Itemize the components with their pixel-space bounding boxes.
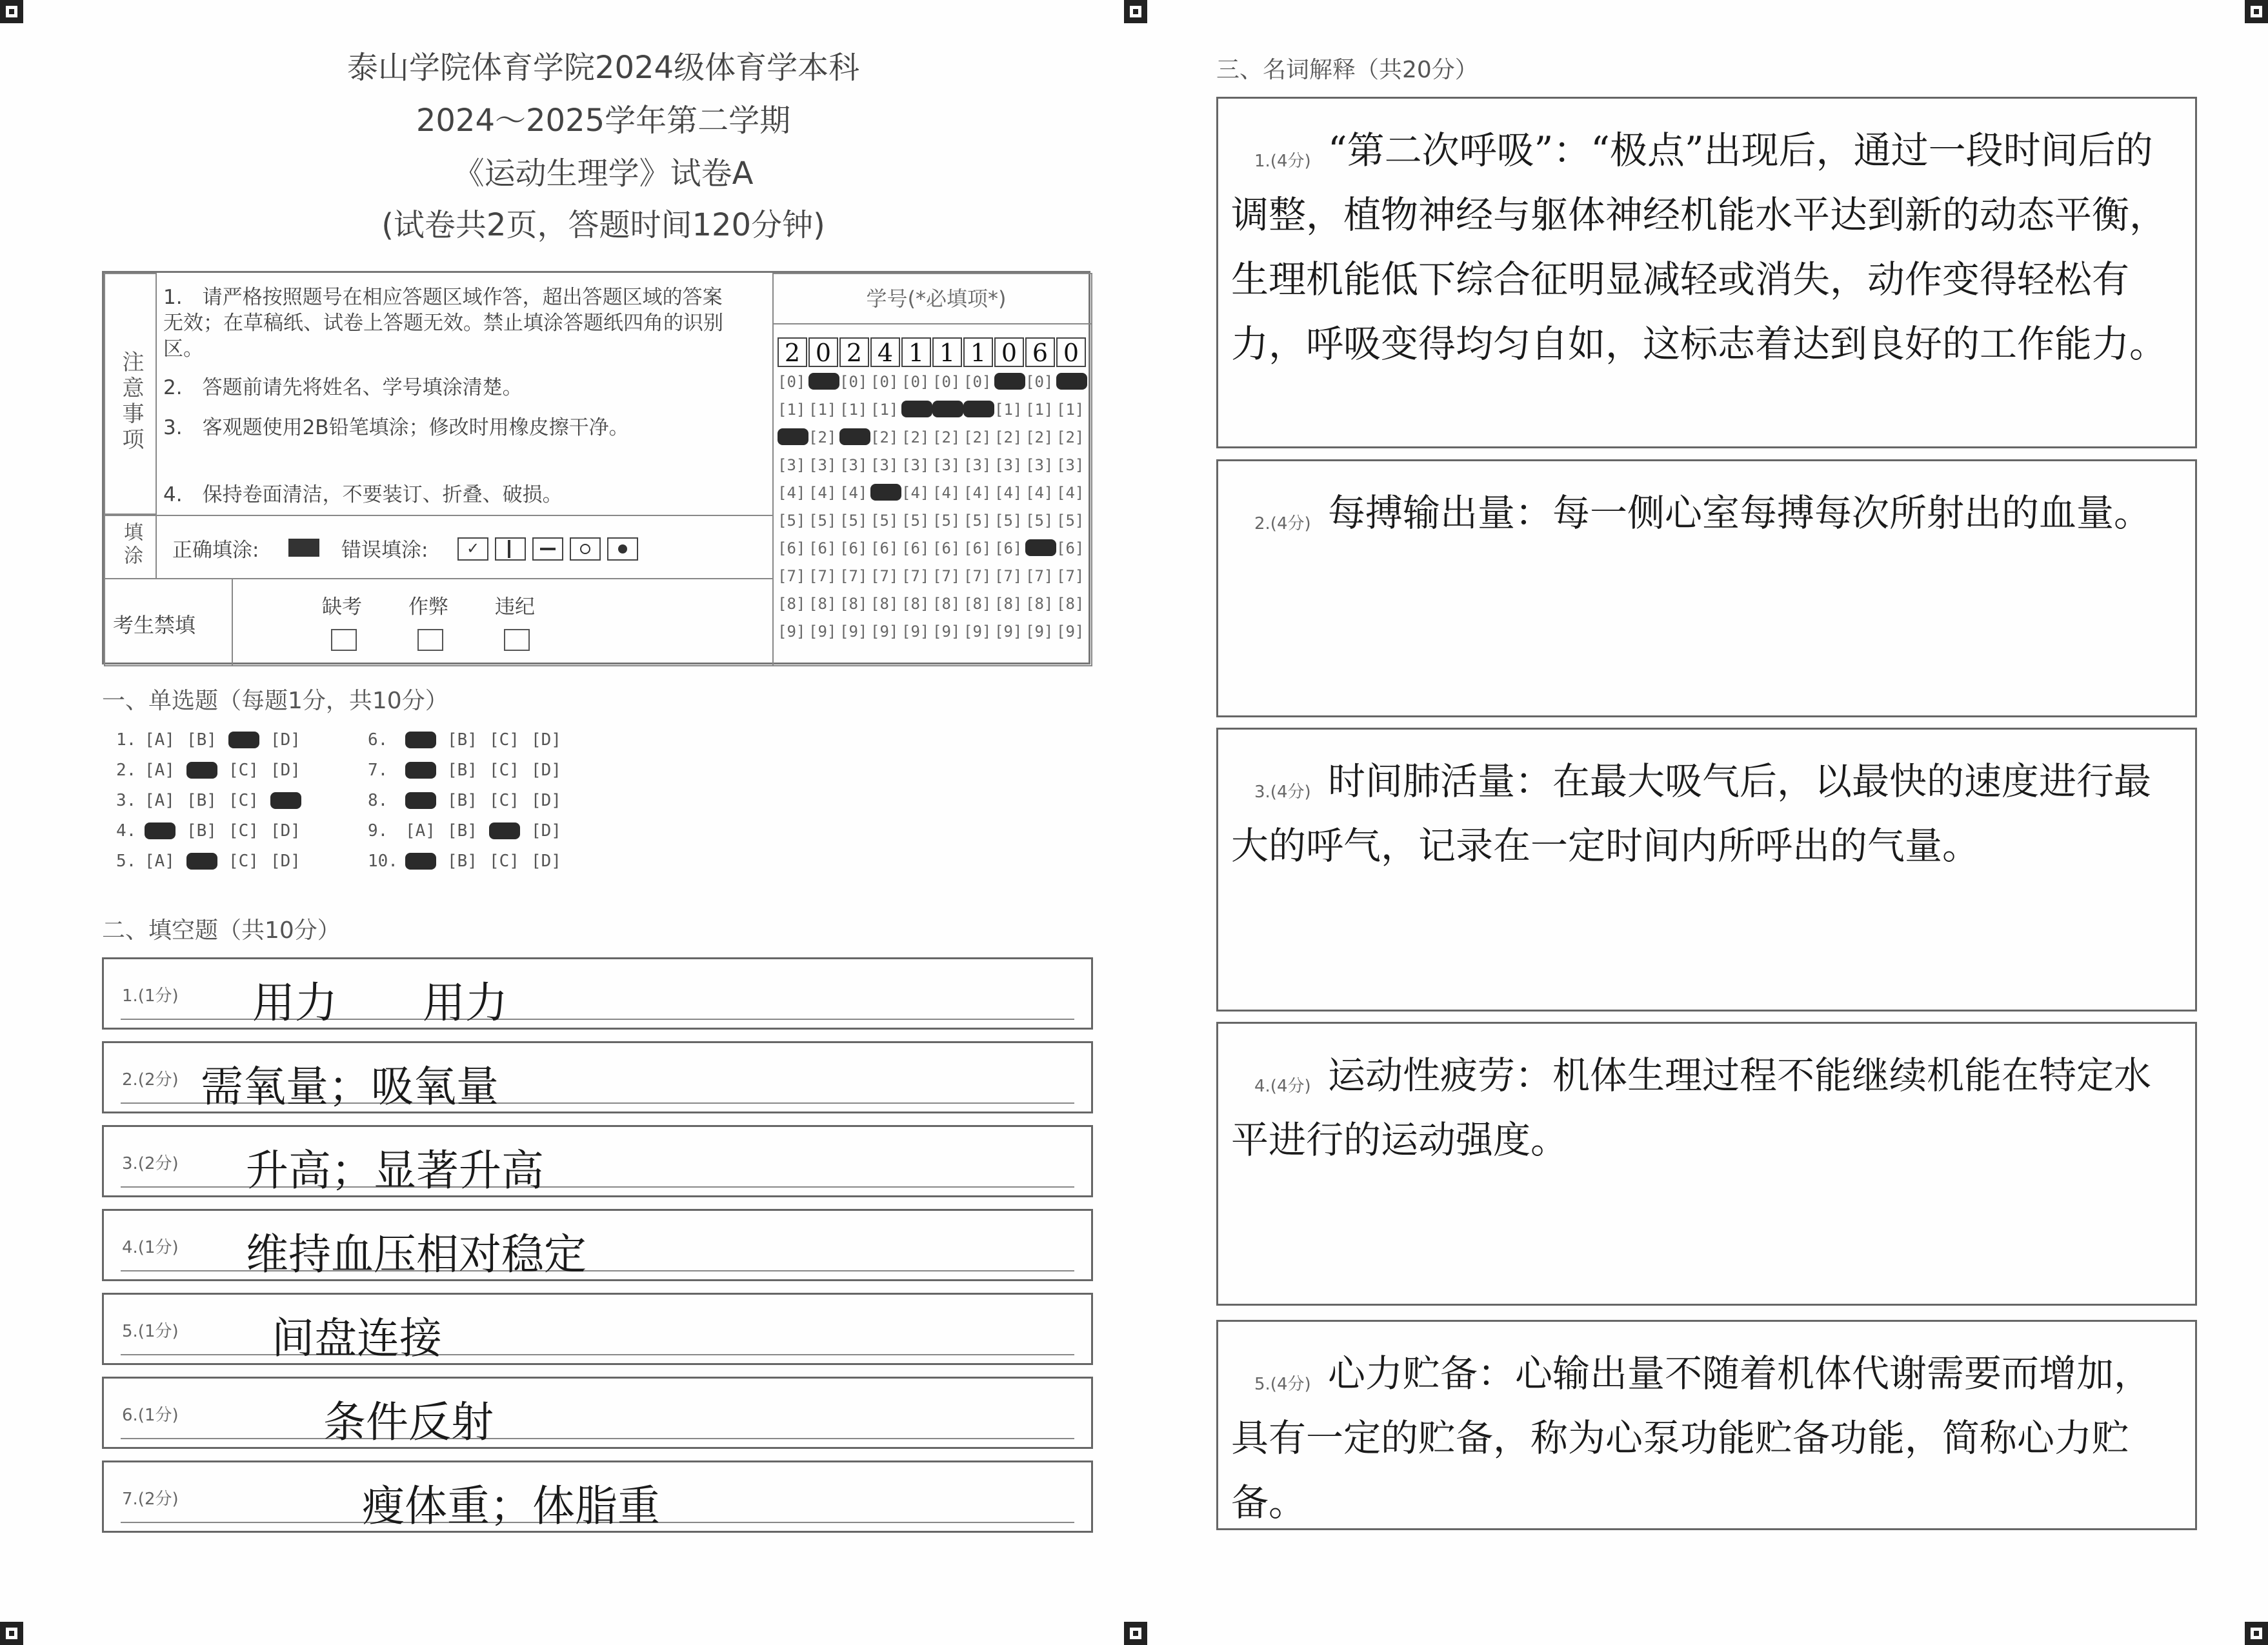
wrong-sample-bar: [495, 537, 526, 561]
single-choice-number: 6.: [368, 730, 388, 750]
student-id-bubble[interactable]: [6]: [1056, 539, 1085, 557]
single-choice-answers: [116, 730, 607, 885]
student-id-bubble[interactable]: [4]: [1025, 484, 1054, 502]
student-id-bubble[interactable]: [4]: [901, 484, 930, 502]
student-id-bubble[interactable]: [9]: [808, 623, 837, 641]
student-id-bubble[interactable]: [8]: [932, 595, 961, 613]
student-id-bubble[interactable]: [7]: [1056, 567, 1085, 585]
fill-blank-box: [102, 957, 1093, 1030]
student-id-bubble-filled[interactable]: [778, 428, 808, 445]
student-id-bubble[interactable]: [3]: [1025, 456, 1054, 474]
forbid-cheat-label: 作弊: [408, 595, 448, 619]
student-id-bubble[interactable]: [7]: [808, 567, 837, 585]
student-id-digit-box: 0: [994, 337, 1024, 367]
student-id-bubble[interactable]: [0]: [839, 373, 868, 391]
student-id-bubble[interactable]: [5]: [963, 512, 992, 530]
single-choice-bubble[interactable]: [B]: [186, 821, 217, 841]
single-choice-number: 3.: [116, 791, 137, 810]
student-id-handwritten-row: [778, 337, 1087, 368]
student-id-bubble[interactable]: [4]: [839, 484, 868, 502]
student-id-bubble[interactable]: [1]: [994, 401, 1023, 419]
single-choice-bubble[interactable]: [A]: [145, 791, 175, 810]
single-choice-bubble[interactable]: [A]: [405, 821, 436, 841]
student-id-bubble[interactable]: [9]: [932, 623, 961, 641]
student-id-digit-box: 0: [808, 337, 838, 367]
fill-blank-box: [102, 1293, 1093, 1365]
fill-blank-box: [102, 1377, 1093, 1449]
student-id-bubble[interactable]: [7]: [901, 567, 930, 585]
student-id-bubble[interactable]: [8]: [1025, 595, 1054, 613]
term-definition-box: [1216, 1022, 2197, 1306]
single-choice-bubble-filled[interactable]: [145, 822, 176, 839]
student-id-bubble[interactable]: [8]: [870, 595, 899, 613]
student-id-bubble[interactable]: [1]: [1025, 401, 1054, 419]
single-choice-number: 2.: [116, 761, 137, 780]
single-choice-bubble-filled[interactable]: [270, 792, 301, 809]
student-id-bubble[interactable]: [7]: [994, 567, 1023, 585]
student-id-bubble[interactable]: [6]: [778, 539, 806, 557]
student-id-digit-box: 1: [901, 337, 931, 367]
student-id-bubble[interactable]: [8]: [839, 595, 868, 613]
student-id-bubble[interactable]: [5]: [808, 512, 837, 530]
student-id-bubble[interactable]: [1]: [870, 401, 899, 419]
corner-marker-top-left: [0, 0, 23, 23]
student-id-bubble-filled[interactable]: [963, 401, 994, 417]
term-definition-box: [1216, 97, 2197, 448]
single-choice-bubble[interactable]: [D]: [270, 821, 301, 841]
single-choice-bubble[interactable]: [D]: [270, 730, 301, 750]
fill-blank-number: 5.(1分): [122, 1322, 179, 1341]
student-id-bubble[interactable]: [4]: [808, 484, 837, 502]
fill-blank-number: 1.(1分): [122, 986, 179, 1006]
single-choice-bubble-filled[interactable]: [228, 732, 259, 748]
single-choice-bubble[interactable]: [D]: [531, 791, 561, 810]
fill-blank-answer[interactable]: 需氧量；吸氧量: [201, 1062, 499, 1112]
single-choice-bubble[interactable]: [C]: [489, 761, 519, 780]
student-id-bubble[interactable]: [9]: [901, 623, 930, 641]
student-id-bubble[interactable]: [7]: [932, 567, 961, 585]
student-id-bubble[interactable]: [9]: [994, 623, 1023, 641]
notice-item-4: 4. 保持卷面清洁，不要装订、折叠、破损。: [163, 483, 563, 506]
single-choice-bubble[interactable]: [C]: [489, 852, 519, 871]
corner-marker-bottom-left: [0, 1622, 23, 1645]
section-term-definition-title: 三、名词解释（共20分）: [1216, 57, 1478, 83]
student-id-label-underline: [772, 323, 1092, 324]
student-id-bubble[interactable]: [9]: [870, 623, 899, 641]
exam-title-line3: 《运动生理学》试卷A: [453, 155, 754, 192]
student-id-bubble[interactable]: [2]: [1056, 428, 1085, 446]
student-id-bubble-filled[interactable]: [808, 373, 839, 390]
single-choice-bubble-filled[interactable]: [405, 792, 436, 809]
notice-item-3: 3. 客观题使用2B铅笔填涂；修改时用橡皮擦干净。: [163, 416, 629, 439]
student-id-bubble[interactable]: [2]: [932, 428, 961, 446]
student-id-bubble[interactable]: [3]: [870, 456, 899, 474]
student-id-bubble[interactable]: [9]: [1025, 623, 1054, 641]
student-id-bubble[interactable]: [9]: [839, 623, 868, 641]
notice-panel: [102, 271, 1090, 664]
single-choice-bubble[interactable]: [C]: [489, 791, 519, 810]
student-id-bubble[interactable]: [7]: [839, 567, 868, 585]
single-choice-bubble-filled[interactable]: [186, 853, 217, 870]
single-choice-bubble[interactable]: [D]: [270, 852, 301, 871]
student-id-bubble-grid: [778, 373, 1087, 657]
fill-blank-number: 3.(2分): [122, 1154, 179, 1173]
single-choice-bubble[interactable]: [B]: [447, 791, 477, 810]
single-choice-bubble[interactable]: [C]: [228, 852, 259, 871]
student-id-bubble-filled[interactable]: [870, 484, 901, 501]
term-definition-answer[interactable]: 心力贮备：心输出量不随着机体代谢需要而增加，具有一定的贮备，称为心泵功能贮备功能，简称心力贮备。: [1231, 1351, 2152, 1524]
fill-blank-answer[interactable]: 升高；显著升高: [246, 1146, 544, 1195]
student-id-bubble[interactable]: [0]: [870, 373, 899, 391]
student-id-bubble[interactable]: [0]: [1025, 373, 1054, 391]
student-id-bubble[interactable]: [6]: [963, 539, 992, 557]
student-id-bubble[interactable]: [2]: [963, 428, 992, 446]
single-choice-bubble-filled[interactable]: [186, 762, 217, 779]
forbid-absent-checkbox[interactable]: [331, 629, 357, 651]
single-choice-bubble[interactable]: [B]: [447, 761, 477, 780]
term-definition-answer[interactable]: 时间肺活量：在最大吸气后，以最快的速度进行最大的呼气，记录在一定时间内所呼出的气量。: [1231, 759, 2152, 868]
student-id-digit-box: 2: [778, 337, 807, 367]
student-id-digit-box: 6: [1025, 337, 1055, 367]
student-id-bubble[interactable]: [5]: [994, 512, 1023, 530]
fill-blank-box: [102, 1125, 1093, 1197]
fill-blank-number: 4.(1分): [122, 1238, 179, 1257]
wrong-sample-dash: [532, 537, 563, 561]
corner-marker-bottom-center: [1124, 1622, 1147, 1645]
term-definition-box: [1216, 728, 2197, 1012]
student-id-bubble[interactable]: [3]: [1056, 456, 1085, 474]
exam-title-line4: (试卷共2页，答题时间120分钟): [381, 207, 825, 243]
fill-blank-box: [102, 1209, 1093, 1281]
term-definition-number: 5.(4分): [1254, 1375, 1311, 1394]
notice-item-1: 1. 请严格按照题号在相应答题区域作答，超出答题区域的答案无效；在草稿纸、试卷上答题无效。禁止填涂答题纸四角的识别区。: [163, 286, 723, 361]
single-choice-bubble[interactable]: [D]: [531, 821, 561, 841]
student-id-digit-box: 2: [839, 337, 869, 367]
student-id-bubble[interactable]: [3]: [839, 456, 868, 474]
student-id-bubble[interactable]: [6]: [870, 539, 899, 557]
single-choice-bubble[interactable]: [C]: [228, 791, 259, 810]
student-id-bubble[interactable]: [2]: [1025, 428, 1054, 446]
student-id-digit-box: 4: [870, 337, 900, 367]
student-id-bubble[interactable]: [4]: [1056, 484, 1085, 502]
student-id-bubble[interactable]: [8]: [901, 595, 930, 613]
student-id-bubble[interactable]: [8]: [778, 595, 806, 613]
term-definition-number: 2.(4分): [1254, 514, 1311, 533]
single-choice-bubble[interactable]: [C]: [228, 761, 259, 780]
student-id-bubble[interactable]: [3]: [994, 456, 1023, 474]
fill-blank-underline: [121, 1438, 1074, 1439]
exam-title-line2: 2024～2025学年第二学期: [416, 103, 791, 139]
single-choice-number: 4.: [116, 821, 137, 841]
student-id-bubble[interactable]: [0]: [963, 373, 992, 391]
corner-marker-top-center: [1124, 0, 1147, 23]
student-id-bubble[interactable]: [8]: [808, 595, 837, 613]
corner-marker-top-right: [2245, 0, 2268, 23]
student-id-bubble-filled[interactable]: [1025, 539, 1056, 556]
student-id-bubble[interactable]: [4]: [963, 484, 992, 502]
forbid-options-cell: [232, 578, 774, 666]
student-id-bubble[interactable]: [5]: [932, 512, 961, 530]
student-id-bubble[interactable]: [4]: [932, 484, 961, 502]
single-choice-bubble-filled[interactable]: [489, 822, 520, 839]
fill-label: 填涂: [120, 522, 143, 568]
single-choice-number: 10.: [368, 852, 398, 871]
student-id-bubble[interactable]: [4]: [994, 484, 1023, 502]
student-id-bubble[interactable]: [6]: [932, 539, 961, 557]
single-choice-bubble-filled[interactable]: [405, 732, 436, 748]
single-choice-bubble[interactable]: [B]: [447, 821, 477, 841]
single-choice-bubble[interactable]: [A]: [145, 730, 175, 750]
forbid-absent-label: 缺考: [322, 595, 362, 619]
single-choice-bubble[interactable]: [B]: [186, 730, 217, 750]
student-id-bubble[interactable]: [5]: [839, 512, 868, 530]
student-id-bubble[interactable]: [5]: [1056, 512, 1085, 530]
student-id-bubble[interactable]: [6]: [808, 539, 837, 557]
term-definition-answer[interactable]: 运动性疲劳：机体生理过程不能继续机能在特定水平进行的运动强度。: [1231, 1053, 2152, 1162]
forbid-violation-label: 违纪: [495, 595, 535, 619]
fill-blank-answer[interactable]: 维持血压相对稳定: [246, 1230, 587, 1279]
single-choice-number: 7.: [368, 761, 388, 780]
notice-item-2: 2. 答题前请先将姓名、学号填涂清楚。: [163, 376, 523, 399]
student-id-bubble[interactable]: [0]: [932, 373, 961, 391]
student-id-bubble[interactable]: [3]: [901, 456, 930, 474]
term-definition-answer[interactable]: 每搏输出量：每一侧心室每搏每次所射出的血量。: [1328, 491, 2152, 535]
student-id-bubble[interactable]: [2]: [808, 428, 837, 446]
term-definition-box: [1216, 1320, 2197, 1530]
student-id-bubble[interactable]: [9]: [1056, 623, 1085, 641]
student-id-bubble[interactable]: [9]: [778, 623, 806, 641]
student-id-bubble[interactable]: [5]: [870, 512, 899, 530]
student-id-bubble-filled[interactable]: [901, 401, 932, 417]
student-id-bubble[interactable]: [4]: [778, 484, 806, 502]
student-id-bubble[interactable]: [6]: [901, 539, 930, 557]
term-definition-number: 1.(4分): [1254, 152, 1311, 171]
student-id-bubble[interactable]: [3]: [932, 456, 961, 474]
single-choice-bubble[interactable]: [D]: [270, 761, 301, 780]
student-id-bubble[interactable]: [5]: [901, 512, 930, 530]
fill-blank-underline: [121, 1354, 1074, 1355]
single-choice-bubble[interactable]: [D]: [531, 730, 561, 750]
student-id-bubble[interactable]: [1]: [778, 401, 806, 419]
forbid-cheat-checkbox[interactable]: [417, 629, 443, 651]
single-choice-bubble[interactable]: [B]: [447, 730, 477, 750]
single-choice-bubble[interactable]: [A]: [145, 761, 175, 780]
exam-title-line1: 泰山学院体育学院2024级体育学本科: [346, 50, 860, 86]
wrong-sample-circle: [570, 537, 601, 561]
term-definition-answer[interactable]: “第二次呼吸”：“极点”出现后，通过一段时间后的调整，植物神经与躯体神经机能水平达到新的动态平衡，生理机能低下综合征明显减轻或消失，动作变得轻松有力，呼吸变得均匀自如，这标志着达到良好的工作能力。: [1231, 128, 2167, 366]
fill-blank-box: [102, 1041, 1093, 1113]
single-choice-bubble[interactable]: [D]: [531, 852, 561, 871]
term-definition-box: [1216, 459, 2197, 717]
student-id-digit-box: 1: [932, 337, 962, 367]
fill-blank-number: 7.(2分): [122, 1490, 179, 1509]
fill-blank-number: 6.(1分): [122, 1406, 179, 1425]
student-id-bubble[interactable]: [1]: [1056, 401, 1085, 419]
single-choice-bubble[interactable]: [B]: [186, 791, 217, 810]
single-choice-bubble[interactable]: [A]: [145, 852, 175, 871]
section-fill-blank-title: 二、填空题（共10分）: [102, 917, 341, 944]
student-id-bubble-filled[interactable]: [839, 428, 870, 445]
student-id-bubble[interactable]: [8]: [994, 595, 1023, 613]
fill-blank-answer[interactable]: 瘦体重；体脂重: [362, 1481, 660, 1531]
student-id-bubble[interactable]: [7]: [778, 567, 806, 585]
single-choice-bubble-filled[interactable]: [405, 853, 436, 870]
student-id-bubble[interactable]: [3]: [963, 456, 992, 474]
student-id-bubble[interactable]: [7]: [963, 567, 992, 585]
single-choice-bubble[interactable]: [D]: [531, 761, 561, 780]
section-single-choice-title: 一、单选题（每题1分，共10分）: [102, 688, 448, 714]
student-id-bubble[interactable]: [8]: [1056, 595, 1085, 613]
single-choice-number: 9.: [368, 821, 388, 841]
notice-label: 注意事项: [118, 350, 144, 454]
student-id-bubble[interactable]: [7]: [1025, 567, 1054, 585]
student-id-bubble-filled[interactable]: [994, 373, 1025, 390]
wrong-sample-dot: [607, 537, 638, 561]
student-id-label: 学号(*必填项*): [866, 286, 1007, 311]
fill-blank-answer[interactable]: 间盘连接: [272, 1313, 442, 1363]
student-id-bubble[interactable]: [1]: [808, 401, 837, 419]
student-id-bubble[interactable]: [3]: [808, 456, 837, 474]
student-id-bubble[interactable]: [6]: [839, 539, 868, 557]
single-choice-bubble[interactable]: [B]: [447, 852, 477, 871]
fill-correct-label: 正确填涂:: [172, 539, 259, 562]
fill-wrong-label: 错误填涂:: [341, 539, 428, 562]
single-choice-bubble[interactable]: [C]: [489, 730, 519, 750]
corner-marker-bottom-right: [2245, 1622, 2268, 1645]
single-choice-number: 8.: [368, 791, 388, 810]
student-id-bubble[interactable]: [3]: [778, 456, 806, 474]
student-id-bubble-filled[interactable]: [932, 401, 963, 417]
student-id-bubble[interactable]: [2]: [901, 428, 930, 446]
student-id-bubble[interactable]: [5]: [778, 512, 806, 530]
student-id-bubble[interactable]: [1]: [839, 401, 868, 419]
term-definition-number: 3.(4分): [1254, 783, 1311, 802]
student-id-bubble[interactable]: [0]: [778, 373, 806, 391]
term-definition-number: 4.(4分): [1254, 1077, 1311, 1096]
fill-blank-box: [102, 1461, 1093, 1533]
wrong-sample-check: ✓: [457, 537, 488, 561]
single-choice-number: 5.: [116, 852, 137, 871]
student-id-bubble[interactable]: [7]: [870, 567, 899, 585]
single-choice-number: 1.: [116, 730, 137, 750]
student-id-bubble[interactable]: [5]: [1025, 512, 1054, 530]
student-id-bubble[interactable]: [8]: [963, 595, 992, 613]
student-id-digit-box: 0: [1056, 337, 1086, 367]
student-id-bubble[interactable]: [2]: [870, 428, 899, 446]
single-choice-bubble-filled[interactable]: [405, 762, 436, 779]
student-id-bubble[interactable]: [6]: [994, 539, 1023, 557]
fill-correct-sample: [288, 539, 319, 557]
fill-blank-number: 2.(2分): [122, 1070, 179, 1090]
student-id-bubble[interactable]: [2]: [994, 428, 1023, 446]
fill-blank-answer[interactable]: 条件反射: [323, 1397, 494, 1447]
forbid-violation-checkbox[interactable]: [504, 629, 530, 651]
fill-blank-answer[interactable]: 用力 用力: [252, 978, 508, 1028]
student-id-bubble[interactable]: [0]: [901, 373, 930, 391]
student-id-digit-box: 1: [963, 337, 993, 367]
forbid-label: 考生禁填: [113, 613, 196, 637]
student-id-bubble-filled[interactable]: [1056, 373, 1087, 390]
single-choice-bubble[interactable]: [C]: [228, 821, 259, 841]
student-id-bubble[interactable]: [9]: [963, 623, 992, 641]
